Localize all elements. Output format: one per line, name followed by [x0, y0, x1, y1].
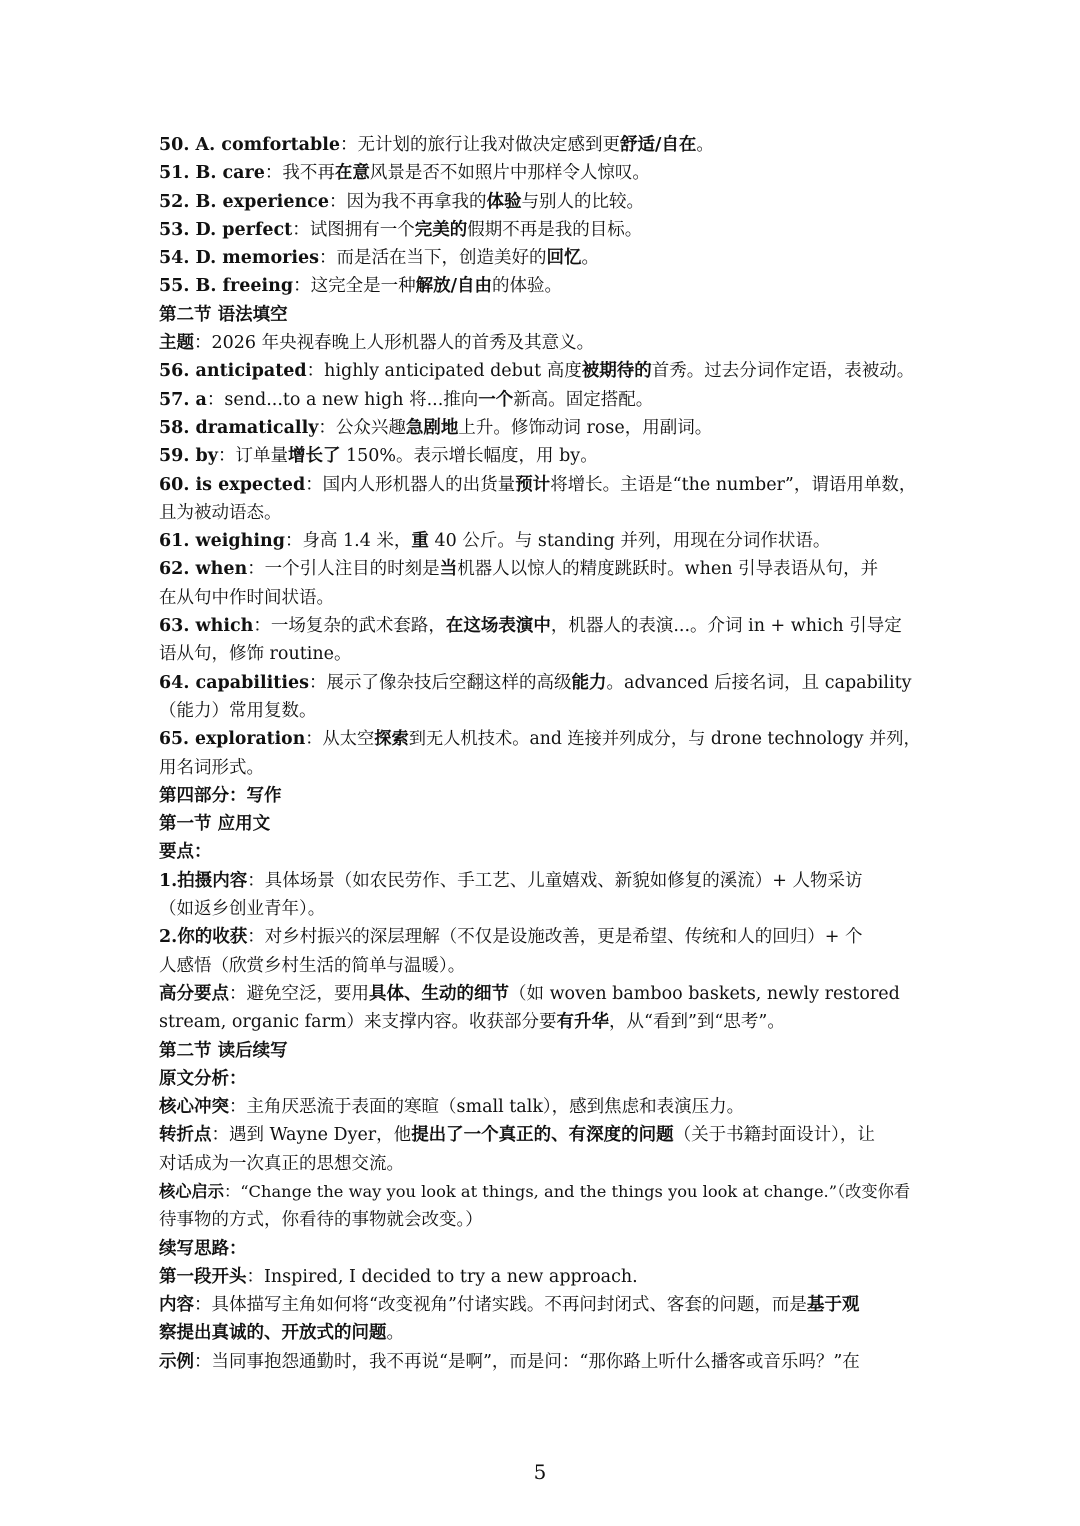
text-span: ：主角厌恶流于表面的寒暄（small talk），感到焦虑和表演压力。: [229, 1097, 745, 1118]
text-span: ：对乡村振兴的深层理解（不仅是设施改善，更是希望、传统和人的回归）+ 个: [247, 927, 863, 948]
bold-text: 原文分析：: [159, 1068, 247, 1089]
text-span: ：因为我不再拿我的: [328, 191, 487, 212]
bold-text: 54. D. memories: [159, 248, 319, 269]
text-span: ：Inspired, I decided to try a new approach.: [246, 1266, 638, 1287]
bold-text: 察提出真诚的、开放式的问题: [159, 1323, 387, 1344]
text-line: [159, 923, 921, 951]
text-line: [159, 301, 921, 329]
text-line: [159, 131, 921, 159]
text-line: [159, 838, 921, 866]
text-span: ，从“看到”到“思考”。: [609, 1012, 785, 1033]
text-span: ：订单量: [217, 446, 288, 467]
text-line: [159, 1008, 921, 1036]
bold-text: 完美的: [414, 219, 468, 240]
text-line: [159, 697, 921, 725]
text-span: ：避免空泛，要用: [229, 983, 369, 1004]
text-line: [159, 499, 921, 527]
text-line: [159, 244, 921, 272]
text-span: （如 woven bamboo baskets, newly restored: [509, 983, 900, 1004]
text-line: [159, 1121, 921, 1149]
text-line: [159, 1206, 921, 1234]
bold-text: 预计: [515, 474, 551, 495]
text-line: [159, 1178, 921, 1206]
text-line: [159, 329, 921, 357]
bold-text: 转折点: [159, 1125, 212, 1146]
bold-text: 58. dramatically: [159, 417, 319, 438]
text-line: [159, 1348, 921, 1376]
bold-text: 64. capabilities: [159, 672, 310, 693]
page-number: 5: [533, 1460, 547, 1484]
text-span: 的体验。: [492, 276, 563, 297]
bold-text: 第一段开头: [159, 1266, 247, 1287]
text-line: [159, 1263, 921, 1291]
text-line: [159, 584, 921, 612]
text-line: [159, 725, 921, 753]
text-span: 与别人的比较。: [521, 191, 644, 212]
bold-text: 高分要点: [159, 983, 229, 1004]
bold-text: 核心启示: [159, 1181, 224, 1201]
text-line: [159, 612, 921, 640]
bold-text: 探索: [374, 729, 409, 750]
bold-text: 被期待的: [581, 361, 652, 382]
text-span: ：具体场景（如农民劳作、手工艺、儿童嬉戏、新貌如修复的溪流）+ 人物采访: [247, 870, 863, 891]
text-span: 。advanced 后接名词，且 capability: [606, 672, 912, 693]
text-span: ，机器人的表演...。介词 in + which 引导定: [550, 616, 902, 637]
bold-text: 65. exploration: [159, 729, 306, 750]
bold-text: 第一节 应用文: [159, 814, 271, 835]
bold-text: 续写思路：: [159, 1238, 247, 1259]
bold-text: 一个: [478, 389, 514, 410]
bold-text: 具体、生动的细节: [369, 983, 509, 1004]
bold-text: 示例: [159, 1351, 194, 1372]
text-span: 将增长。主语是“the number”，谓语用单数，: [550, 474, 917, 495]
bold-text: 51. B. care: [159, 163, 265, 184]
text-line: [159, 414, 921, 442]
text-line: [159, 272, 921, 300]
bold-text: 55. B. freeing: [159, 276, 294, 297]
text-span: ：一个引人注目的时刻是: [247, 559, 440, 580]
text-span: 假期不再是我的目标。: [467, 219, 643, 240]
text-line: [159, 357, 921, 385]
text-line: [159, 1150, 921, 1178]
text-span: 在从句中作时间状语。: [159, 587, 334, 608]
text-span: 人感悟（欣赏乡村生活的简单与温暖）。: [159, 955, 466, 976]
bold-text: 1.拍摄内容: [159, 870, 248, 891]
text-span: ：从太空: [305, 729, 375, 750]
text-span: ：send...to a new high 将...推向: [206, 389, 479, 410]
text-span: ：展示了像杂技后空翻这样的高级: [309, 672, 572, 693]
bold-text: 当: [439, 559, 458, 580]
text-span: （如返乡创业青年）。: [159, 899, 326, 920]
text-span: ：我不再: [264, 163, 335, 184]
text-line: [159, 555, 921, 583]
text-span: 首秀。过去分词作定语，表被动。: [651, 361, 915, 382]
text-line: [159, 442, 921, 470]
bold-text: 50. A. comfortable: [159, 135, 341, 155]
text-span: ：highly anticipated debut 高度: [306, 361, 582, 382]
text-line: [159, 1291, 921, 1319]
text-span: ：公众兴趣: [318, 417, 406, 438]
text-span: ：无计划的旅行让我对做决定感到更: [340, 135, 621, 155]
bold-text: 第二节 语法填空: [159, 304, 288, 325]
text-line: [159, 640, 921, 668]
bold-text: 61. weighing: [159, 531, 285, 552]
bold-text: 要点：: [159, 842, 212, 863]
text-span: stream, organic farm）来支撑内容。收获部分要: [159, 1012, 557, 1033]
text-line: [159, 188, 921, 216]
bold-text: 主题: [159, 333, 194, 354]
text-span: 待事物的方式，你看待的事物就会改变。）: [159, 1210, 483, 1231]
text-span: ：这完全是一种: [293, 276, 416, 297]
text-line: [159, 669, 921, 697]
text-line: [159, 216, 921, 244]
text-span: 风景是否不如照片中那样令人惊叹。: [369, 163, 650, 184]
text-line: [159, 159, 921, 187]
bold-text: 内容: [159, 1295, 194, 1316]
bold-text: 舒适/自在: [620, 135, 697, 155]
text-span: 40 公斤。与 standing 并列，用现在分词作状语。: [428, 531, 831, 552]
bold-text: 62. when: [159, 559, 248, 580]
text-span: 且为被动语态。: [159, 502, 282, 523]
bold-text: 59. by: [159, 446, 218, 467]
text-span: ：一场复杂的武术套路，: [253, 616, 446, 637]
text-line: [159, 895, 921, 923]
text-span: 到无人机技术。and 连接并列成分，与 drone technology 并列，: [408, 729, 921, 750]
text-span: ：身高 1.4 米，: [284, 531, 412, 552]
text-span: ：当同事抱怨通勤时，我不再说“是啊”，而是问：“那你路上听什么播客或音乐吗？”在: [194, 1351, 860, 1372]
text-span: （关于书籍封面设计），让: [673, 1125, 875, 1146]
bold-text: 核心冲突: [159, 1097, 229, 1118]
bold-text: 第二节 读后续写: [159, 1040, 288, 1061]
text-span: ：而是活在当下，创造美好的: [318, 248, 547, 269]
text-line: [159, 386, 921, 414]
text-line: [159, 1037, 921, 1065]
bold-text: 体验: [486, 191, 522, 212]
text-span: ：“Change the way you look at things, and the things you look at change.”（改变你看: [224, 1181, 911, 1201]
bold-text: 在意: [334, 163, 370, 184]
text-line: [159, 471, 921, 499]
bold-text: 能力: [571, 672, 607, 693]
bold-text: 63. which: [159, 616, 254, 637]
text-line: [159, 527, 921, 555]
bold-text: 解放/自由: [415, 276, 493, 297]
bold-text: 有升华: [556, 1012, 610, 1033]
bold-text: 52. B. experience: [159, 191, 329, 212]
text-span: 。: [386, 1323, 404, 1344]
bold-text: 57. a: [159, 389, 207, 410]
bold-text: 基于观: [806, 1295, 860, 1316]
text-line: [159, 867, 921, 895]
text-span: 150%。表示增长幅度，用 by。: [340, 446, 598, 467]
bold-text: 急剧地: [405, 417, 459, 438]
text-line: [159, 1093, 921, 1121]
text-line: [159, 782, 921, 810]
bold-text: 增长了: [287, 446, 341, 467]
text-line: [159, 1319, 921, 1347]
text-span: 上升。修饰动词 rose，用副词。: [458, 417, 713, 438]
text-span: ：具体描写主角如何将“改变视角”付诸实践。不再问封闭式、客套的问题，而是: [194, 1295, 807, 1316]
text-span: （能力）常用复数。: [159, 700, 317, 721]
bold-text: 第四部分：写作: [159, 785, 282, 806]
text-line: [159, 754, 921, 782]
bold-text: 回忆: [546, 248, 582, 269]
text-span: 。: [696, 135, 714, 155]
text-span: 机器人以惊人的精度跳跃时。when 引导表语从句，并: [457, 559, 879, 580]
bold-text: 重: [411, 531, 429, 552]
text-span: ：遇到 Wayne Dyer，他: [211, 1125, 412, 1146]
bold-text: 53. D. perfect: [159, 219, 293, 240]
bold-text: 在这场表演中: [445, 616, 551, 637]
text-span: ：国内人形机器人的出货量: [305, 474, 516, 495]
bold-text: 56. anticipated: [159, 361, 307, 382]
text-line: [159, 952, 921, 980]
text-span: 用名词形式。: [159, 757, 264, 778]
text-line: [159, 1065, 921, 1093]
text-span: 语从句，修饰 routine。: [159, 644, 352, 665]
text-line: [159, 980, 921, 1008]
text-span: ：试图拥有一个: [292, 219, 415, 240]
bold-text: 提出了一个真正的、有深度的问题: [411, 1125, 674, 1146]
bold-text: 60. is expected: [159, 474, 306, 495]
bold-text: 2.你的收获: [159, 927, 248, 948]
text-span: 新高。固定搭配。: [513, 389, 654, 410]
text-span: 对话成为一次真正的思想交流。: [159, 1153, 404, 1174]
text-span: 。: [581, 248, 599, 269]
text-span: ：2026 年央视春晚上人形机器人的首秀及其意义。: [194, 333, 595, 354]
answer-key-text: [159, 131, 921, 1376]
text-line: [159, 810, 921, 838]
text-line: [159, 1235, 921, 1263]
